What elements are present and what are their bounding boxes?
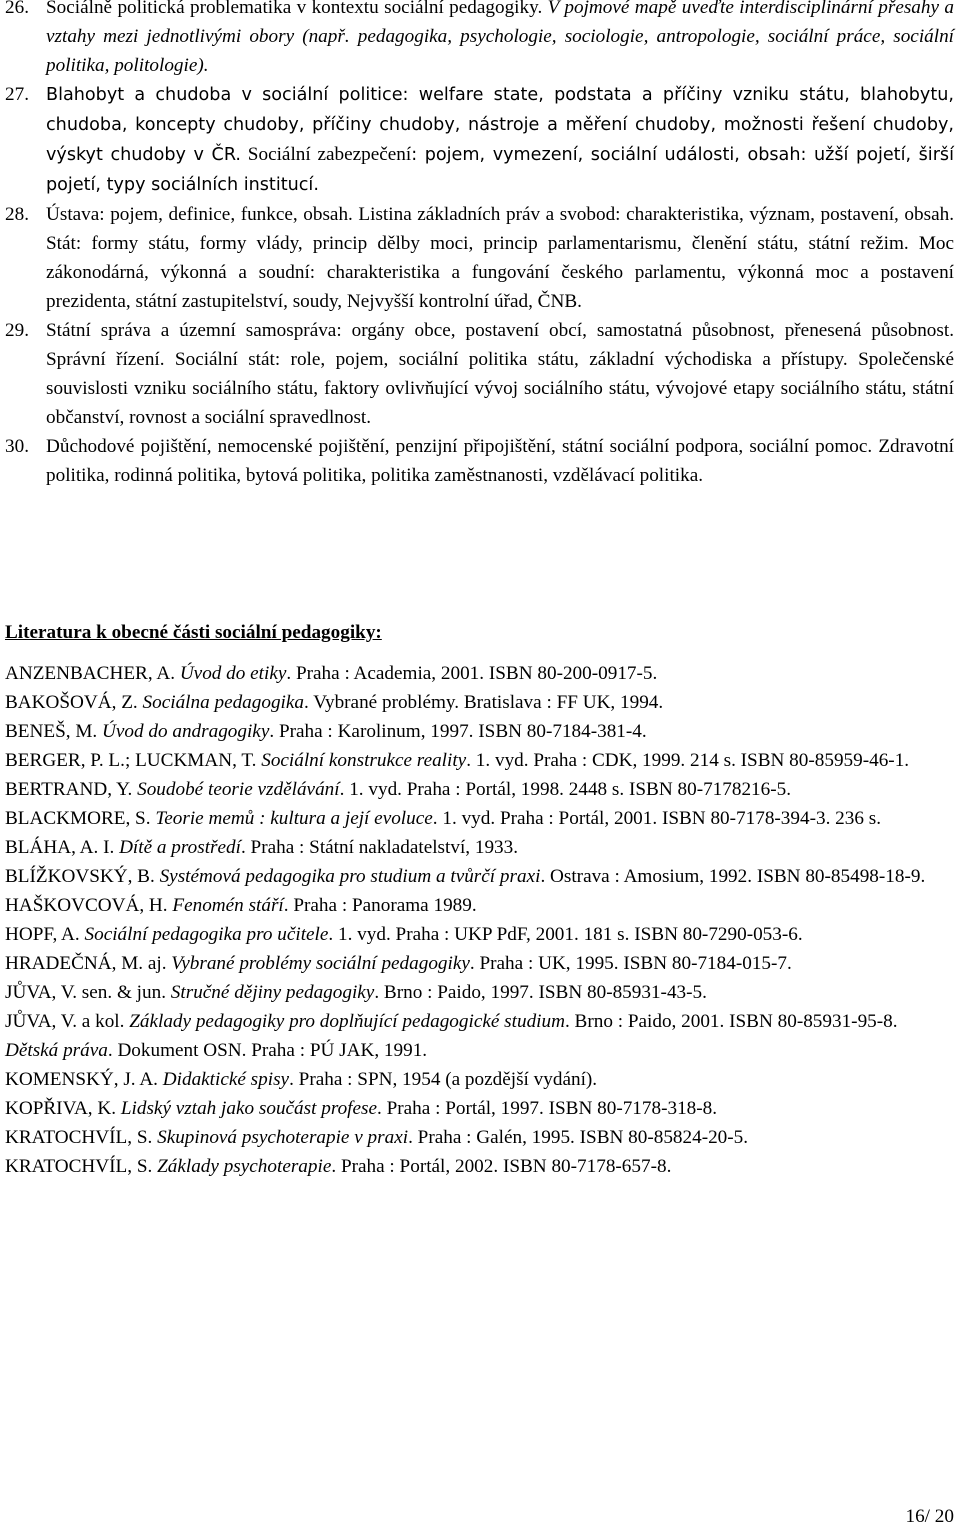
reference-item: BERGER, P. L.; LUCKMAN, T. Sociální konstrukce reality. 1. vyd. Praha : CDK, 1999. 214 s. ISBN 80-85959-46-1. — [5, 750, 910, 771]
reference-item: BENEŠ, M. Úvod do andragogiky. Praha : Karolinum, 1997. ISBN 80-7184-381-4. — [5, 721, 647, 742]
topic-text: Blahobyt a chudoba v sociální politice: welfare state, podstata a příčiny vzniku státu, blahobytu, chudoba, koncepty chudoby, příčiny chudoby, nástroje a měření chudoby, možnosti řešení chudoby, výskyt chudoby v ČR. Sociální zabezpečení: pojem, vymezení, sociální události, obsah: užší pojetí, širší pojetí, typy sociálních institucí. — [46, 85, 954, 195]
reference-item: BLÁHA, A. I. Dítě a prostředí. Praha : Státní nakladatelství, 1933. — [5, 837, 519, 858]
reference-item: JŮVA, V. a kol. Základy pedagogiky pro doplňující pedagogické studium. Brno : Paido, 2001. ISBN 80-85931-95-8. — [5, 1011, 898, 1032]
topic-item — [0, 316, 960, 432]
topic-number: 30. — [5, 436, 29, 457]
reference-item: KOPŘIVA, K. Lidský vztah jako součást profese. Praha : Portál, 1997. ISBN 80-7178-318-8. — [5, 1098, 718, 1119]
topic-number: 28. — [5, 204, 29, 225]
reference-item: BERTRAND, Y. Soudobé teorie vzdělávání. 1. vyd. Praha : Portál, 1998. 2448 s. ISBN 80-7178216-5. — [5, 779, 792, 800]
topic-item — [0, 200, 960, 316]
topic-number: 26. — [5, 0, 29, 18]
page-number: 16/ 20 — [905, 1506, 954, 1527]
reference-item: HAŠKOVCOVÁ, H. Fenomén stáří. Praha : Panorama 1989. — [5, 895, 477, 916]
reference-item: HRADEČNÁ, M. aj. Vybrané problémy sociální pedagogiky. Praha : UK, 1995. ISBN 80-7184-015-7. — [5, 953, 792, 974]
reference-item: KOMENSKÝ, J. A. Didaktické spisy. Praha : SPN, 1954 (a pozdější vydání). — [5, 1069, 598, 1090]
topic-text: Sociálně politická problematika v kontextu sociální pedagogiky. V pojmové mapě uveďte interdisciplinární přesahy a vztahy mezi jednotlivými obory (např. pedagogika, psychologie, sociologie, antropologie, sociální práce, sociální politika, politologie). — [46, 0, 954, 76]
reference-item: KRATOCHVÍL, S. Skupinová psychoterapie v praxi. Praha : Galén, 1995. ISBN 80-85824-20-5. — [5, 1127, 749, 1148]
topic-text: Důchodové pojištění, nemocenské pojištění, penzijní připojištění, státní sociální podpora, sociální pomoc. Zdravotní politika, rodinná politika, bytová politika, politika zaměstnanosti, vzdělávací politika. — [46, 436, 954, 486]
literature-heading: Literatura k obecné části sociální pedagogiky: — [5, 622, 382, 643]
topic-item — [0, 432, 960, 490]
reference-item: JŮVA, V. sen. & jun. Stručné dějiny pedagogiky. Brno : Paido, 1997. ISBN 80-85931-43-5. — [5, 982, 707, 1003]
topic-item — [0, 80, 960, 200]
reference-list — [5, 659, 955, 1181]
topic-item — [0, 0, 960, 80]
reference-item: Dětská práva. Dokument OSN. Praha : PÚ JAK, 1991. — [5, 1040, 428, 1061]
topic-text: Státní správa a územní samospráva: orgány obce, postavení obcí, samostatná působnost, přenesená působnost. Správní řízení. Sociální stát: role, pojem, sociální politika státu, základní východiska a přístupy. Společenské souvislosti vzniku sociálního státu, faktory ovlivňující vývoj sociálního státu, vývojové etapy sociálního státu, státní občanství, rovnost a sociální spravedlnost. — [46, 320, 954, 428]
topic-list — [0, 0, 960, 497]
reference-item: BLÍŽKOVSKÝ, B. Systémová pedagogika pro studium a tvůrčí praxi. Ostrava : Amosium, 1992. ISBN 80-85498-18-9. — [5, 866, 926, 887]
topic-number: 29. — [5, 320, 29, 341]
topic-number: 27. — [5, 84, 29, 105]
reference-item: ANZENBACHER, A. Úvod do etiky. Praha : Academia, 2001. ISBN 80-200-0917-5. — [5, 663, 658, 684]
topic-text: Ústava: pojem, definice, funkce, obsah. Listina základních práv a svobod: charakteristika, význam, postavení, obsah. Stát: formy státu, formy vlády, princip dělby moci, princip parlamentarismu, členění státu, státní režim. Moc zákonodárná, výkonná a soudní: charakteristika a fungování českého parlamentu, výkonná moc a postavení prezidenta, státní zastupitelství, soudy, Nejvyšší kontrolní úřad, ČNB. — [46, 204, 954, 312]
reference-item: KRATOCHVÍL, S. Základy psychoterapie. Praha : Portál, 2002. ISBN 80-7178-657-8. — [5, 1156, 672, 1177]
reference-item: BAKOŠOVÁ, Z. Sociálna pedagogika. Vybrané problémy. Bratislava : FF UK, 1994. — [5, 692, 664, 713]
reference-item: BLACKMORE, S. Teorie memů : kultura a její evoluce. 1. vyd. Praha : Portál, 2001. ISBN 80-7178-394-3. 236 s. — [5, 808, 881, 829]
reference-item: HOPF, A. Sociální pedagogika pro učitele. 1. vyd. Praha : UKP PdF, 2001. 181 s. ISBN 80-7290-053-6. — [5, 924, 803, 945]
